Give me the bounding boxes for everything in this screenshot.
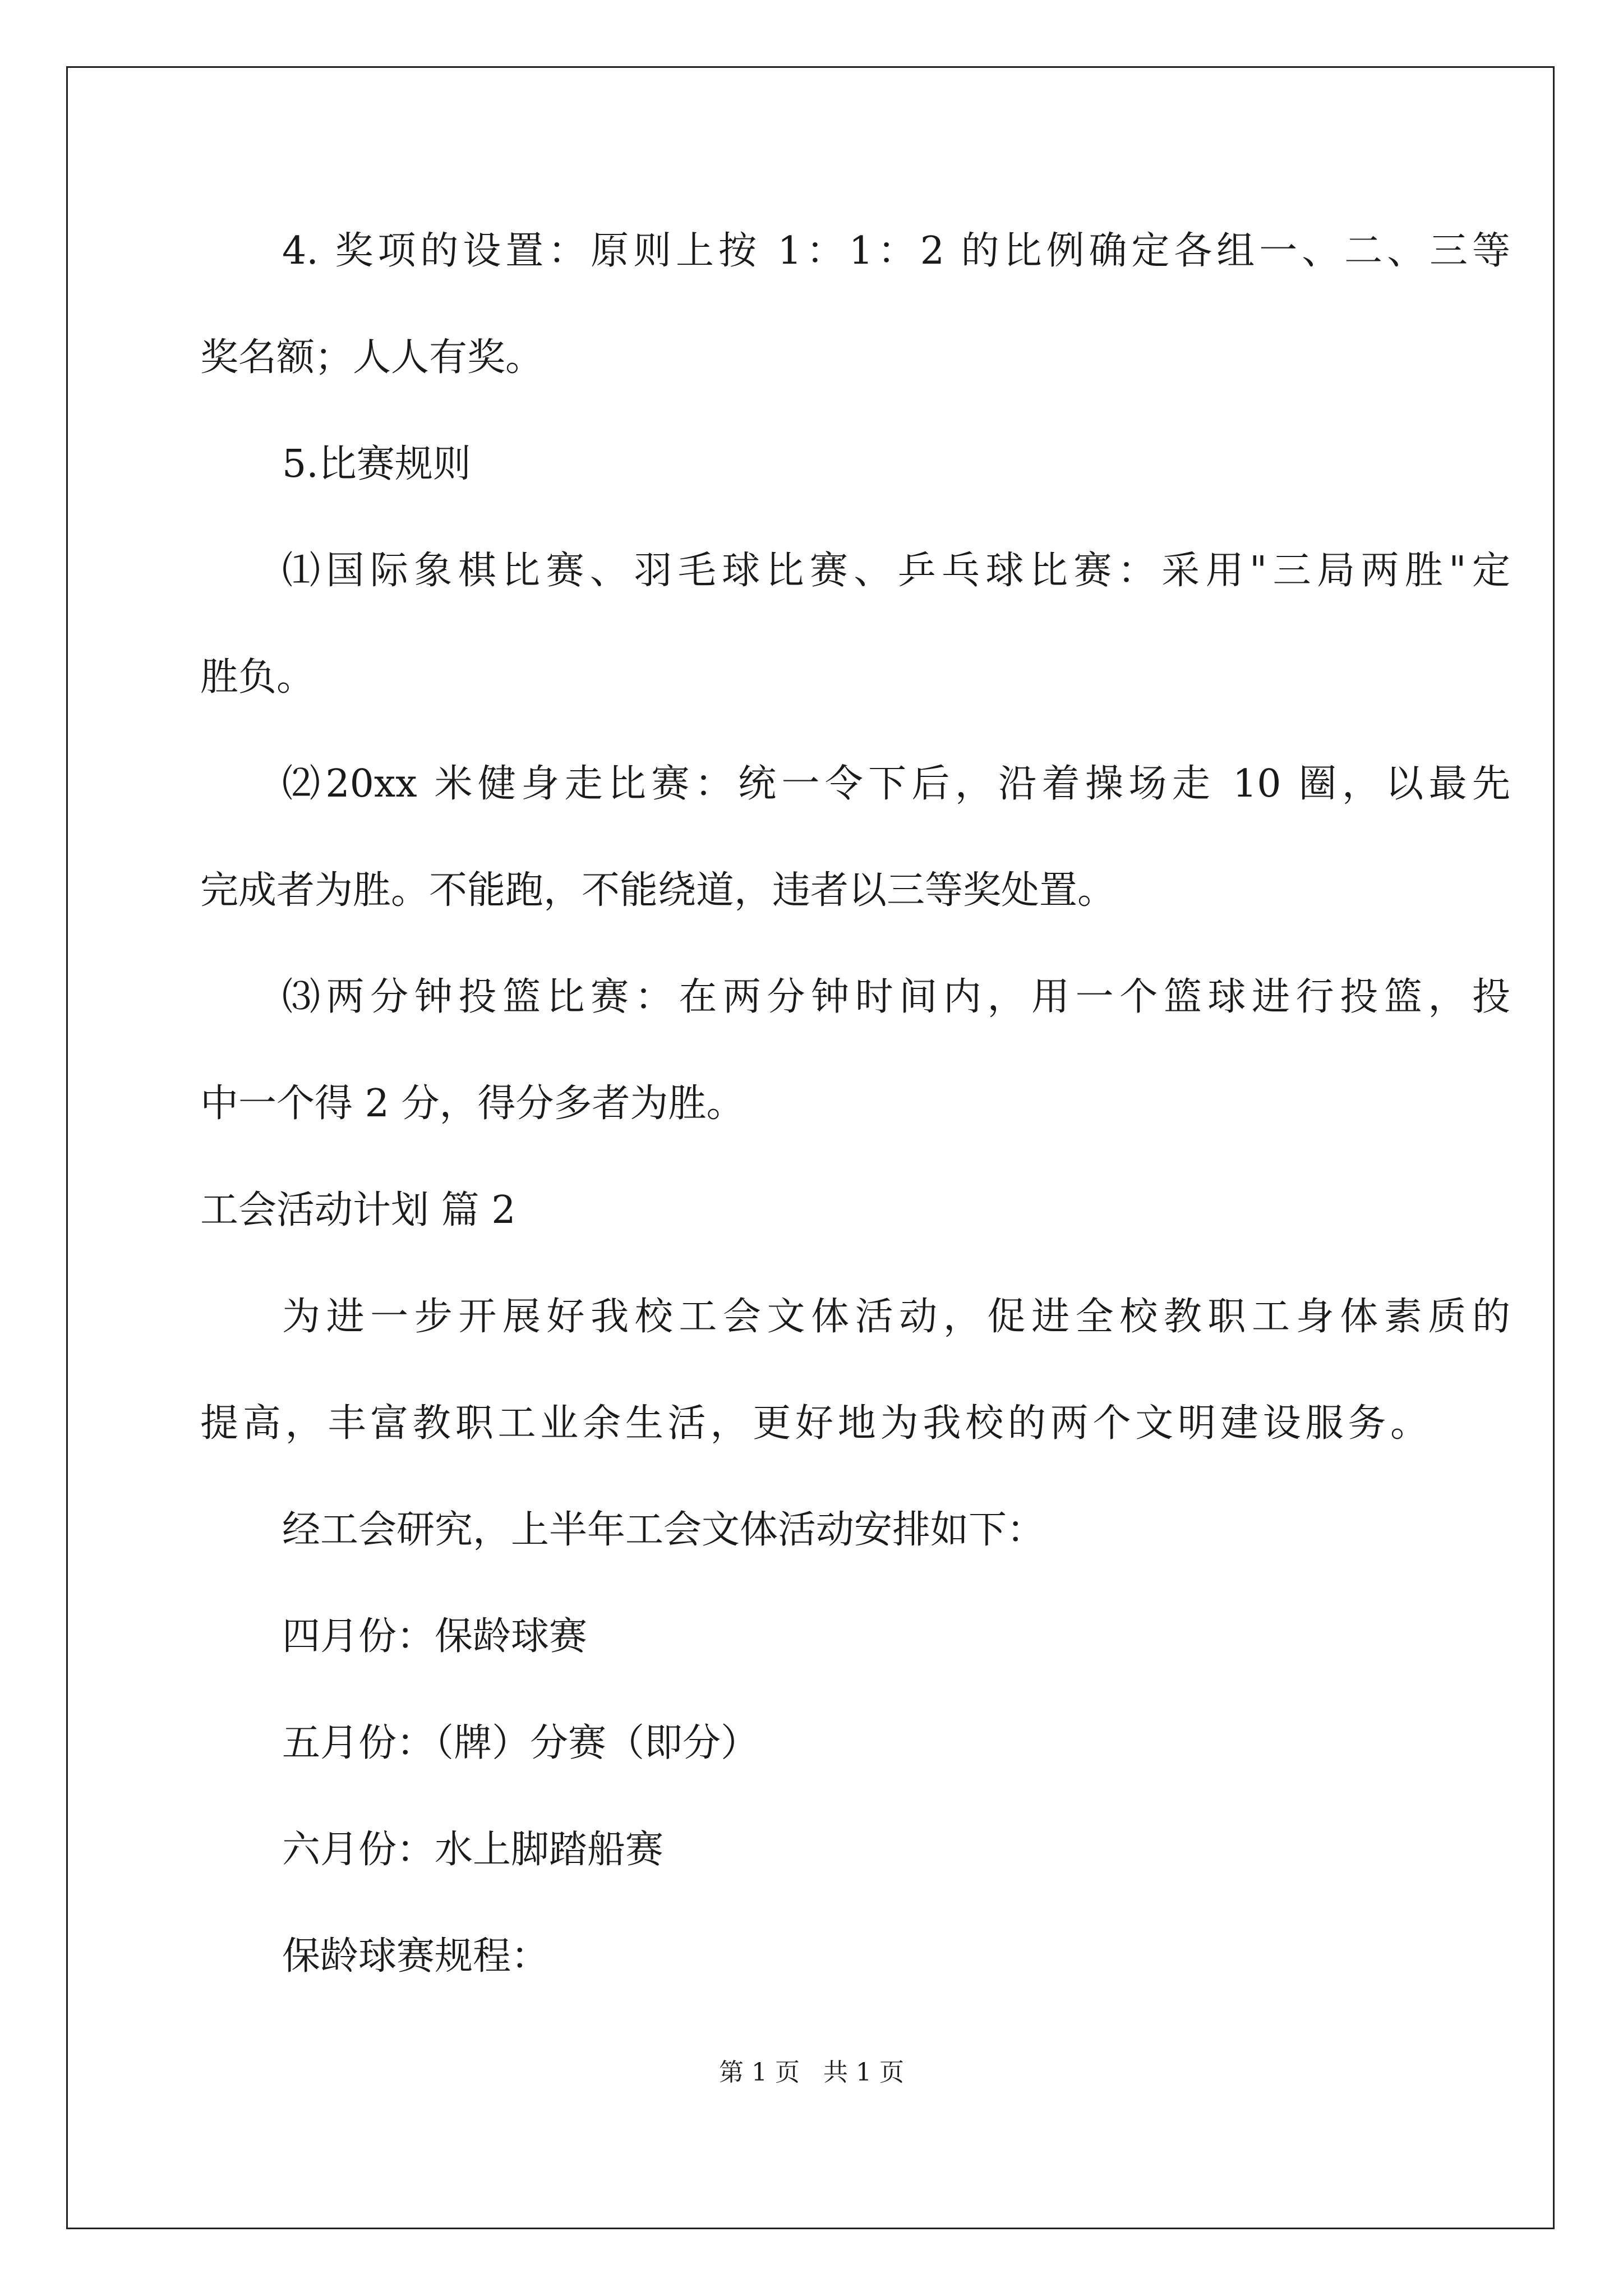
section-heading-rules: 5.比赛规则 <box>282 442 471 486</box>
paragraph-line: 4. 奖项的设置：原则上按 1：1：2 的比例确定各组一、二、三等 <box>282 229 1510 273</box>
paragraph-line: 保龄球赛规程： <box>282 1934 550 1978</box>
paragraph-line: 经工会研究，上半年工会文体活动安排如下： <box>282 1508 1045 1552</box>
paragraph-line: ⑶两分钟投篮比赛：在两分钟时间内，用一个篮球进行投篮，投 <box>282 975 1510 1019</box>
section-title: 工会活动计划 篇 2 <box>200 1188 516 1232</box>
schedule-item: 四月份：保龄球赛 <box>282 1614 588 1659</box>
schedule-item: 五月份：（牌）分赛（即分） <box>282 1721 759 1765</box>
page-border <box>66 66 1555 2229</box>
paragraph-line: 奖名额；人人有奖。 <box>200 335 544 380</box>
page-number-footer: 第 1 页 共 1 页 <box>719 2058 904 2087</box>
paragraph-line: ⑵20xx 米健身走比赛：统一令下后，沿着操场走 10 圈，以最先 <box>282 762 1510 806</box>
paragraph-line: 完成者为胜。不能跑，不能绕道，违者以三等奖处置。 <box>200 868 1116 913</box>
schedule-item: 六月份：水上脚踏船赛 <box>282 1828 664 1872</box>
paragraph-line: 中一个得 2 分，得分多者为胜。 <box>200 1082 745 1126</box>
paragraph-line: 为进一步开展好我校工会文体活动，促进全校教职工身体素质的 <box>282 1295 1510 1339</box>
paragraph-line: ⑴国际象棋比赛、羽毛球比赛、乒乓球比赛：采用"三局两胜"定 <box>282 549 1510 593</box>
paragraph-line: 提高，丰富教职工业余生活，更好地为我校的两个文明建设服务。 <box>200 1401 1428 1446</box>
paragraph-line: 胜负。 <box>200 655 315 700</box>
